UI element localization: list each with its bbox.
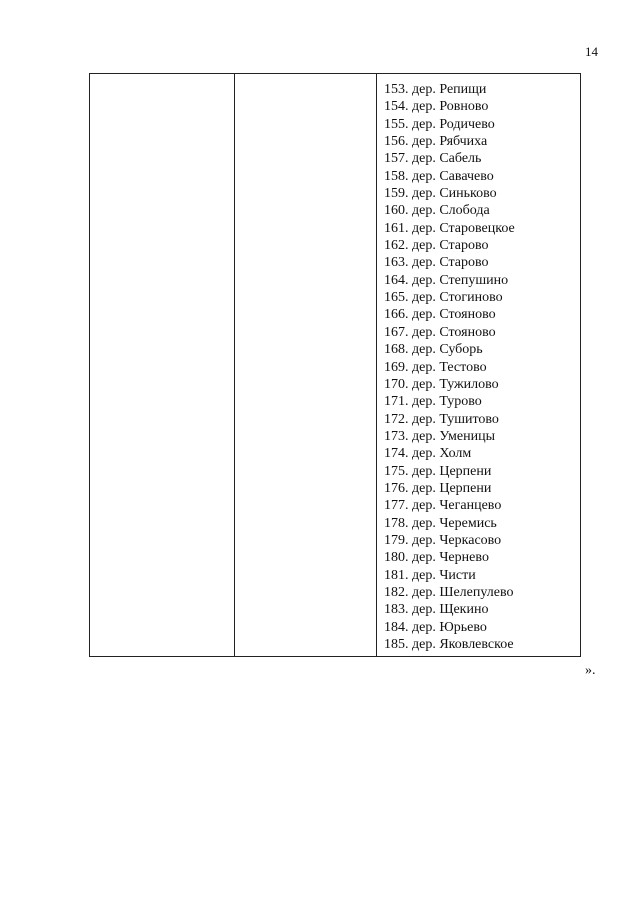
list-item: 181. дер. Чисти	[384, 567, 476, 583]
list-item: 165. дер. Стогиново	[384, 290, 503, 306]
list-item: 175. дер. Церпени	[384, 463, 492, 479]
list-item: 153. дер. Репищи	[384, 82, 487, 97]
list-item: 184. дер. Юрьево	[384, 619, 487, 635]
list-item: 179. дер. Черкасово	[384, 532, 502, 548]
list-item: 183. дер. Щекино	[384, 602, 489, 618]
closing-quote-mark: ».	[585, 663, 596, 678]
list-item: 168. дер. Суборь	[384, 342, 483, 358]
list-item: 161. дер. Старовецкое	[384, 220, 515, 236]
list-item: 169. дер. Тестово	[384, 359, 487, 375]
list-item: 171. дер. Турово	[384, 394, 482, 410]
list-item: 173. дер. Уменицы	[384, 428, 495, 444]
list-item: 158. дер. Савачево	[384, 168, 494, 184]
table-column-2	[235, 74, 377, 656]
list-item: 156. дер. Рябчиха	[384, 134, 488, 150]
list-item: 154. дер. Ровново	[384, 99, 489, 115]
list-item: 164. дер. Степушино	[384, 272, 509, 288]
list-item: 178. дер. Черемись	[384, 515, 497, 531]
table-column-1	[90, 74, 235, 656]
list-item: 174. дер. Холм	[384, 446, 472, 462]
page-number: 14	[585, 44, 598, 59]
list-item: 155. дер. Родичево	[384, 116, 495, 132]
village-list	[384, 81, 580, 653]
list-item: 182. дер. Шелепулево	[384, 584, 514, 600]
settlements-table	[89, 73, 581, 657]
list-item: 177. дер. Чеганцево	[384, 498, 502, 514]
list-item: 160. дер. Слобода	[384, 203, 490, 219]
list-item: 166. дер. Стояново	[384, 307, 496, 323]
list-item: 157. дер. Сабель	[384, 151, 482, 167]
list-item: 176. дер. Церпени	[384, 480, 492, 496]
list-item: 163. дер. Старово	[384, 255, 489, 271]
list-item: 180. дер. Черневo	[384, 550, 489, 566]
table-column-3	[377, 74, 580, 656]
list-item: 162. дер. Старово	[384, 238, 489, 254]
list-item: 185. дер. Яковлевское	[384, 637, 514, 652]
list-item: 170. дер. Тужилово	[384, 376, 499, 392]
list-item: 167. дер. Стояново	[384, 324, 496, 340]
list-item: 172. дер. Тушитово	[384, 411, 499, 427]
list-item: 159. дер. Синьково	[384, 186, 497, 202]
